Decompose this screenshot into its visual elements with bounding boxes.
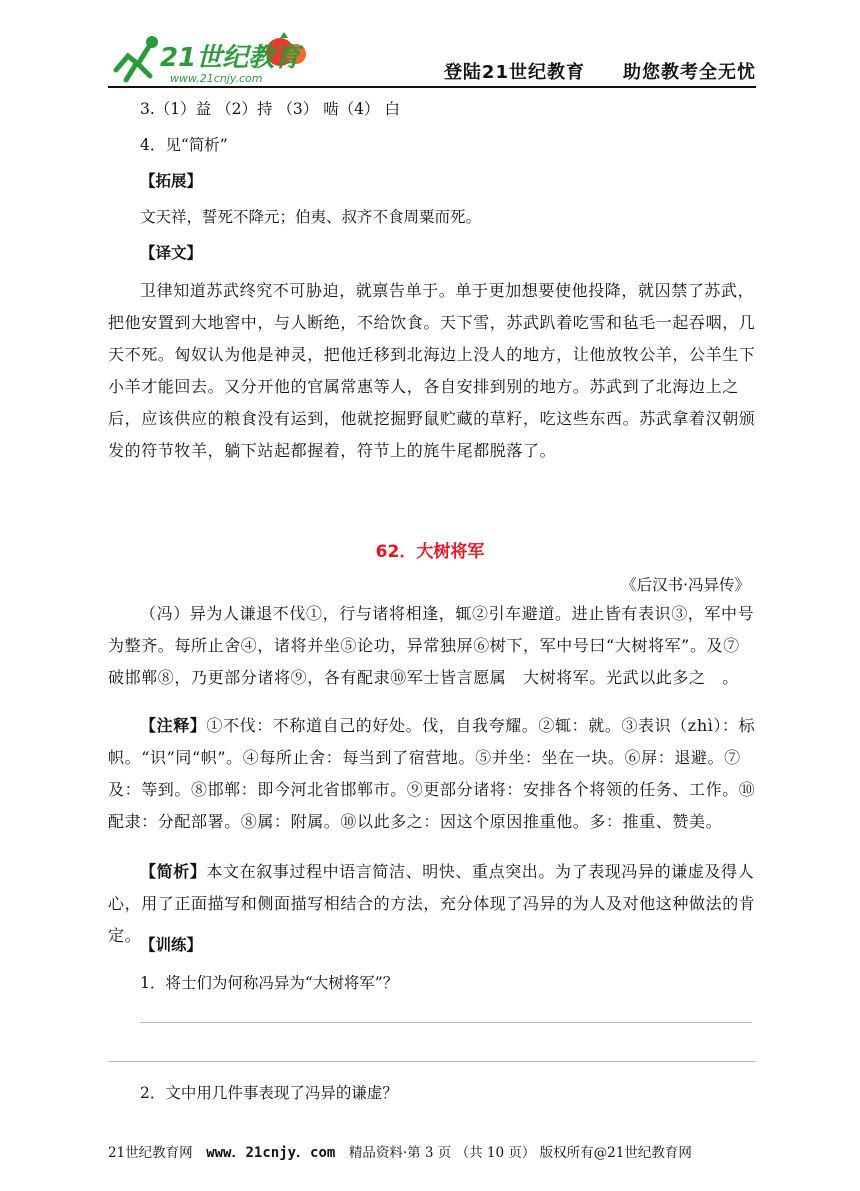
lesson-source: 《后汉书·冯异传》 bbox=[621, 576, 750, 594]
footer-right: 精品资料·第 3 页 （共 10 页） 版权所有@21世纪教育网 bbox=[335, 1145, 692, 1161]
svg-text:www.21cnjy.com: www.21cnjy.com bbox=[170, 72, 263, 85]
training-heading: 【训练】 bbox=[140, 935, 203, 954]
svg-text:21世纪教育: 21世纪教育 bbox=[160, 43, 301, 73]
analysis-text: 本文在叙事过程中语言简洁、明快、重点突出。为了表现冯异的谦虚及得人心，用了正面描写和侧面描写相结合的方法，充分体现了冯异的为人及对他这种做法的肯定。 bbox=[108, 862, 756, 945]
footer-left: 21世纪教育网 bbox=[108, 1145, 207, 1161]
page-footer bbox=[108, 1141, 756, 1162]
footer-site-link[interactable]: www．21cnjy．com bbox=[206, 1145, 336, 1161]
lesson-notes bbox=[108, 710, 756, 838]
question-2: 2．文中用几件事表现了冯异的谦虚？ bbox=[140, 1084, 398, 1102]
translation-heading: 【译文】 bbox=[140, 243, 203, 262]
answer-line bbox=[140, 1022, 752, 1023]
lesson-title: 62．大树将军 bbox=[375, 542, 485, 562]
notes-heading: 【注释】 bbox=[140, 716, 207, 735]
header-divider bbox=[108, 86, 756, 88]
lesson-text: （冯）异为人谦退不伐①，行与诸将相逢，辄②引车避道。进止皆有表识③，军中号为整齐。每所止舍④，诸将并坐⑤论功，异常独屏⑥树下，军中号曰“大树将军”。及⑦破邯郸⑧，乃更部分诸将⑨，各有配隶⑩军士皆言愿属 大树将军。光武以此多之 。 bbox=[108, 604, 755, 687]
answer-3: 3.（1）益 （2）持 （3） 啮（4） 白 bbox=[140, 100, 400, 118]
question-1: 1．将士们为何称冯异为“大树将军”？ bbox=[140, 974, 399, 992]
translation-text: 卫律知道苏武终究不可胁迫，就禀告单于。单于更加想要使他投降，就囚禁了苏武，把他安置到大地窖中，与人断绝，不给饮食。天下雪，苏武趴着吃雪和毡毛一起吞咽，几天不死。匈奴认为他是神灵，把他迁移到北海边上没人的地方，让他放牧公羊，公羊生下小羊才能回去。又分开他的官属常惠等人，各自安排到别的地方。苏武到了北海边上之后，应该供应的粮食没有运到，他就挖掘野鼠贮藏的草籽，吃这些东西。苏武拿着汉朝颁发的符节牧羊，躺下站起都握着，符节上的旄牛尾都脱落了。 bbox=[108, 281, 756, 460]
header-slogan: 登陆21世纪教育 助您教考全无忧 bbox=[443, 62, 756, 83]
analysis-heading: 【简析】 bbox=[140, 862, 207, 881]
notes-text: ①不伐：不称道自己的好处。伐，自我夸耀。②辄：就。③表识（zhì）：标帜。“识”同“帜”。④每所止舍：每当到了宿营地。⑤并坐：坐在一块。⑥屏：退避。⑦及：等到。⑧邯郸：即今河北省邯郸市。⑨更部分诸将：安排各个将领的任务、工作。⑩配隶：分配部署。⑧属：附属。⑩以此多之：因这个原因推重他。多：推重、赞美。 bbox=[108, 716, 756, 831]
expansion-heading: 【拓展】 bbox=[140, 171, 203, 190]
answer-line bbox=[108, 1061, 756, 1062]
page-header bbox=[108, 18, 756, 88]
lesson-analysis bbox=[108, 856, 756, 952]
answer-4: 4．见“简析” bbox=[140, 136, 228, 154]
expansion-text: 文天祥，誓死不降元；伯夷、叔齐不食周粟而死。 bbox=[140, 208, 482, 226]
logo-21cnjy bbox=[108, 26, 318, 88]
